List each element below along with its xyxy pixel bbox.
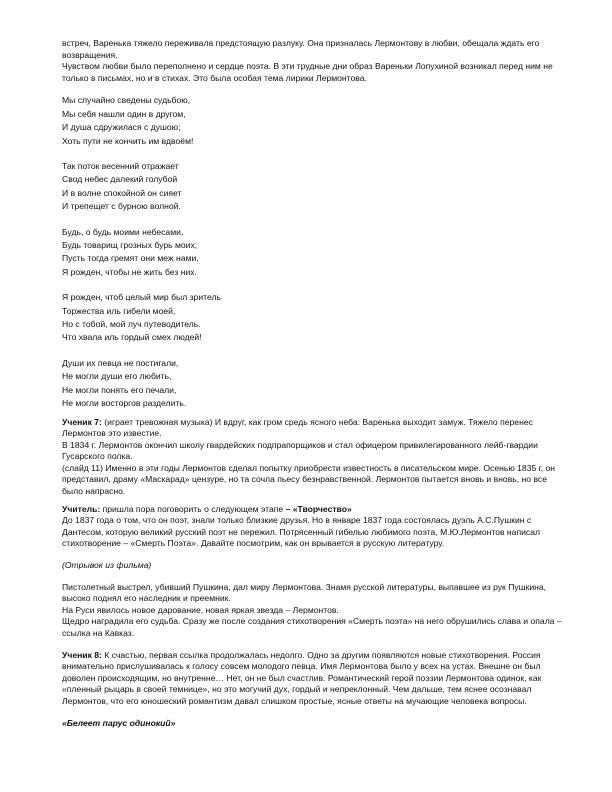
poem-stanza: [62, 357, 562, 411]
poem-line: Но с тобой, мой луч путеводитель.: [62, 319, 201, 330]
student-7-line: (слайд 11) Именно в эти годы Лермонтов сделал попытку приобрести известность в писательском мире. Осенью 1835 г, он представил, драму «Маскарад» цензуре, но та сочла пьесу безнравственной. Лермонтов пытается вновь и вновь, но все было напрасно.: [62, 462, 556, 497]
poem-line: Души их певца не постигали,: [62, 357, 179, 368]
film-line: Щедро наградила его судьба. Сразу же после создания стихотворения «Смерть поэта» на него обрушились слава и опала – ссылка на Кавказ.: [62, 616, 562, 638]
poem-stanza: [62, 226, 562, 280]
poem-line: Я рожден, чтоб целый мир был зритель: [62, 292, 221, 303]
teacher-text: пришла пора поговорить о следующем этапе: [100, 503, 286, 514]
student-7-line: В 1834 г. Лермонтов окончил школу гвардейских подпрапорщиков и стал офицером привилегированного лейб-гвардии Гусарского полка.: [62, 439, 538, 462]
poem-line: И душа сдружилася с душою;: [62, 122, 181, 133]
poem-stanza: [62, 94, 562, 148]
poem-line: Я рожден, чтобы не жить без них.: [62, 266, 197, 277]
poem-line: Свод небес далекий голубой: [62, 174, 178, 185]
poem-stanza: [62, 291, 562, 345]
poem-stanza: [62, 160, 562, 214]
student-8-paragraph: [62, 650, 562, 708]
poem-line: Не могли понять его печали,: [62, 384, 177, 395]
student-8-text: К счастью, первая ссылка продолжалась недолго. Одно за другим появляются новые стихотворения. Россия внимательно прислушивалась к голосу совсем молодого певца. Имя Лермонтова было у всех на устах. Внешне он был доволен происходящим, но внутренне… Нет, он не был счастлив. Романтический герой поэзии Лермонтова одинок, как «пленный рыцарь в своей темнице», но это могучий дух, гордый и непреклонный. Чем дальше, тем яснее осознавал Лермонтов, что его юношеский романтизм давал слишком простые, ясные ответы на мучающие человека вопросы.: [62, 649, 542, 706]
poem-line: Хоть пути не кончить им вдвоём!: [62, 135, 194, 146]
poem-line: Так поток весенний отражает: [62, 161, 179, 171]
student-7-text: (играет тревожная музыка) И вдруг, как гром средь ясного неба: Варенька выходит замуж. Тяжело перенес Лермонтов это известие.: [62, 416, 533, 439]
poem-line: Будь товарищ грозных бурь моих;: [62, 240, 198, 251]
intro-paragraph-1: встреч, Варенька тяжело переживала предстоящую разлуку. Она призналась Лермонтову в любви, обещала ждать его возвращения.: [62, 38, 540, 60]
poem-line: И в волне спокойной он сияет: [62, 187, 182, 198]
teacher-label: Учитель:: [62, 503, 101, 514]
teacher-stage: – «Творчество»: [285, 503, 352, 514]
poem-line: Мы себя нашли один в другом,: [62, 108, 186, 119]
poem-line: Пусть тогда гремят они меж нами,: [62, 253, 199, 264]
student-7-paragraph: [62, 417, 562, 440]
teacher-body: До 1837 года о том, что он поэт, знали только близкие друзья. Но в январе 1837 года состоялась дуэль А.С.Пушкин с Дантесом, которую великий русский поэт не пережил. Потрясенный гибелью любимого поэта, М.Ю.Лермонтов написал стихотворение – «Смерть Поэта». Давайте посмотрим, как он врывается в русскую литературу.: [62, 515, 540, 549]
student-7-label: Ученик 7:: [62, 416, 102, 427]
poem: [62, 94, 562, 410]
poem-line: И трепещет с бурною волной.: [62, 201, 181, 212]
poem-line: Будь, о будь моими небесами,: [62, 226, 184, 237]
film-line: Пистолетный выстрел, убивший Пушкина, дал миру Лермонтова. Знамя русской литературы, выпавшее из рук Пушкина, высоко поднял его наследник и преемник.: [62, 581, 547, 604]
document-page: [62, 38, 562, 729]
teacher-heading: [62, 504, 562, 516]
poem-line: Не могли души его любить,: [62, 371, 172, 382]
film-line: На Руси явилось новое дарование, новая яркая звезда – Лермонтов.: [62, 604, 339, 615]
film-note: (Отрывок из фильма): [62, 560, 152, 571]
poem-line: Что хвала иль гордый смех людей!: [62, 332, 202, 343]
poem-line: Не могли восторгов разделить.: [62, 398, 187, 409]
closing-title: «Белеет парус одинокий»: [62, 717, 176, 728]
poem-line: Торжества иль гибели моей,: [62, 305, 176, 316]
student-8-label: Ученик 8:: [62, 649, 102, 660]
poem-line: Мы случайно сведены судьбою,: [62, 95, 191, 106]
intro-paragraph-2: Чувством любви было переполнено и сердце поэта. В эти трудные дни образ Вареньки Лопухиной возникал перед ним не только в письмах, но и в стихах. Это была особая тема лирики Лермонтова.: [62, 61, 553, 83]
